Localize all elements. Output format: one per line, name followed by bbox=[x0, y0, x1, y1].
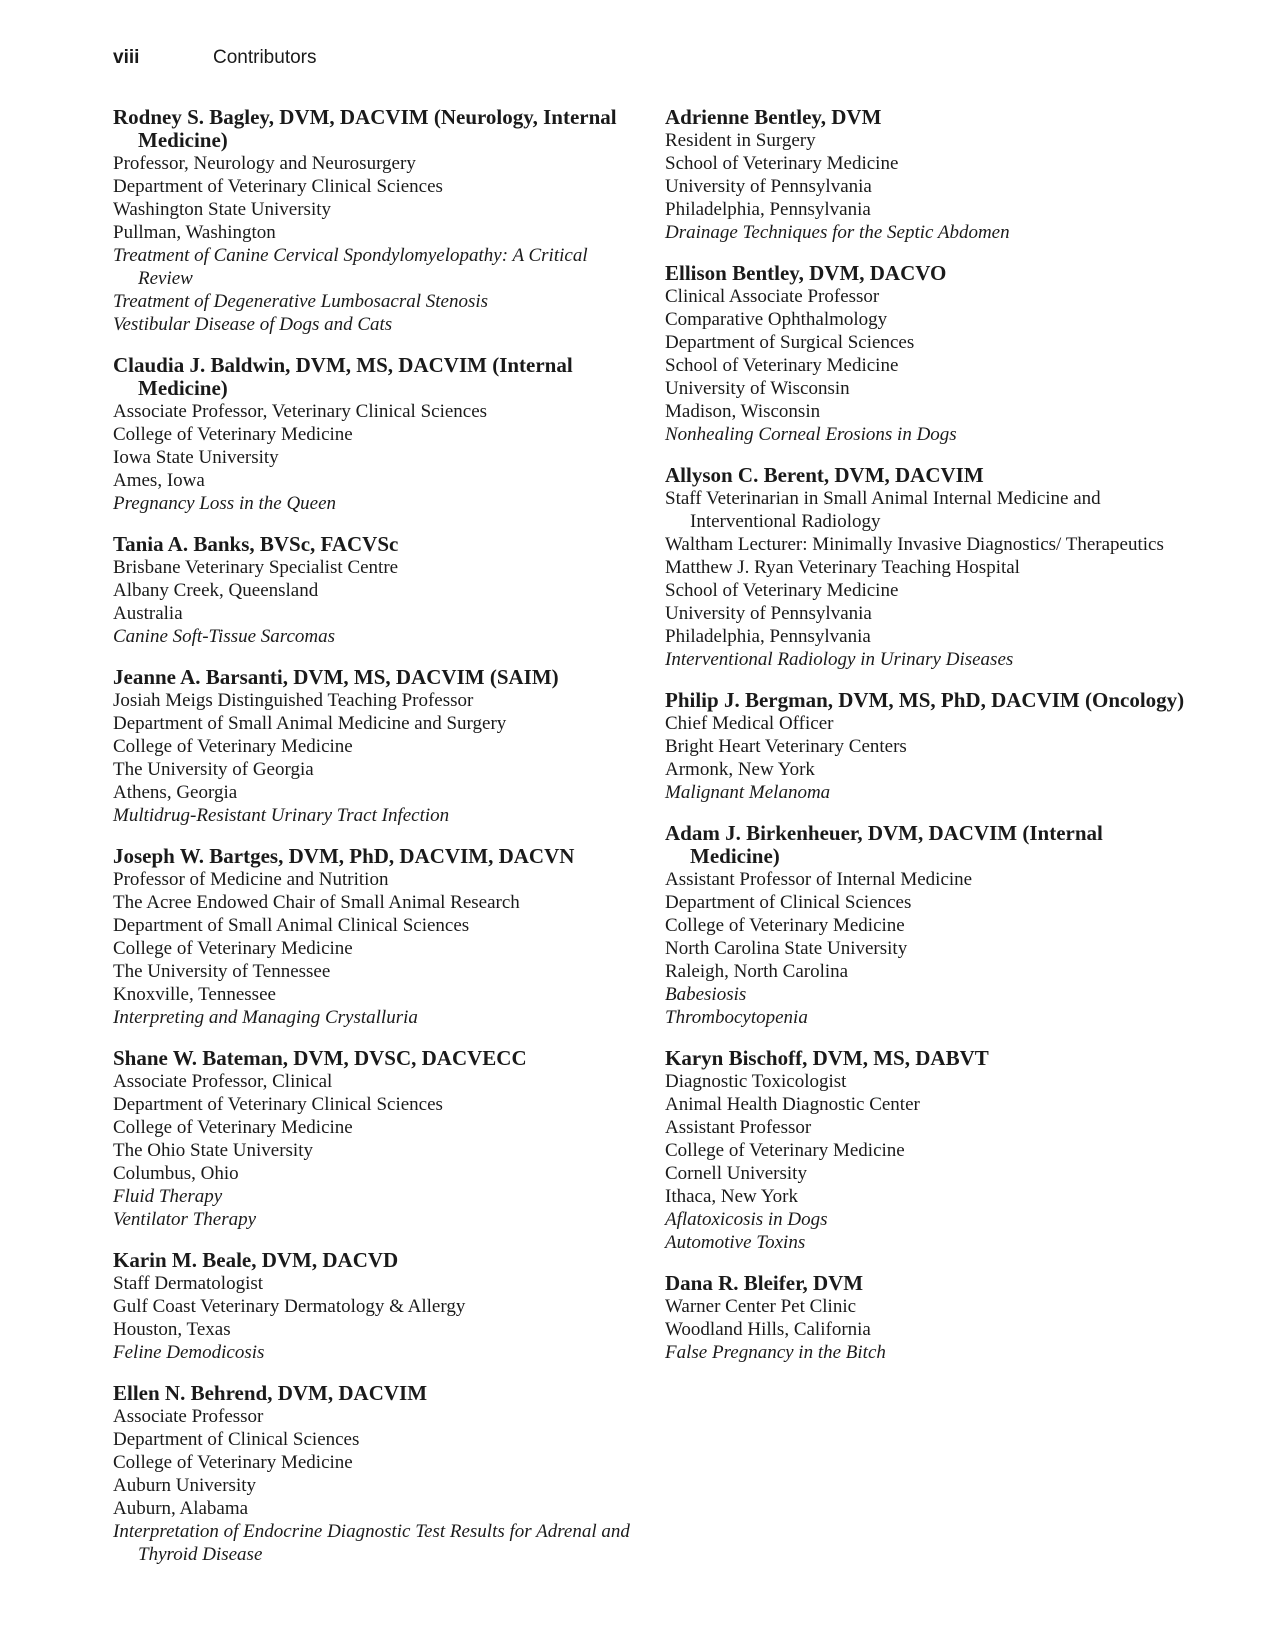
affiliation-line: Athens, Georgia bbox=[113, 782, 238, 803]
affiliation-line: The Acree Endowed Chair of Small Animal Research bbox=[113, 892, 520, 913]
chapter-title: Malignant Melanoma bbox=[665, 782, 831, 803]
affiliation-line: Ithaca, New York bbox=[665, 1186, 798, 1207]
right-column bbox=[665, 106, 1185, 1382]
affiliation-line: Woodland Hills, California bbox=[665, 1319, 871, 1340]
contributor-entry bbox=[665, 464, 1185, 671]
affiliation-line: College of Veterinary Medicine bbox=[113, 1452, 353, 1473]
contributor-entry bbox=[665, 1272, 1185, 1364]
affiliation-line: Josiah Meigs Distinguished Teaching Professor bbox=[113, 690, 474, 711]
affiliation-line: Waltham Lecturer: Minimally Invasive Diagnostics/ Therapeutics bbox=[665, 534, 1164, 555]
contributor-name: Rodney S. Bagley, DVM, DACVIM (Neurology, Internal Medicine) bbox=[113, 105, 617, 152]
affiliation-line: Armonk, New York bbox=[665, 759, 815, 780]
affiliation-line: School of Veterinary Medicine bbox=[665, 580, 899, 601]
chapter-title: Aflatoxicosis in Dogs bbox=[665, 1209, 828, 1230]
affiliation-line: College of Veterinary Medicine bbox=[113, 736, 353, 757]
affiliation-line: School of Veterinary Medicine bbox=[665, 153, 899, 174]
contributor-entry bbox=[113, 354, 633, 515]
contributor-name: Karin M. Beale, DVM, DACVD bbox=[113, 1248, 399, 1272]
affiliation-line: Associate Professor, Veterinary Clinical Sciences bbox=[113, 401, 488, 422]
contributor-entry bbox=[113, 845, 633, 1029]
affiliation-line: Gulf Coast Veterinary Dermatology & Allergy bbox=[113, 1296, 466, 1317]
affiliation-line: School of Veterinary Medicine bbox=[665, 355, 899, 376]
affiliation-line: Houston, Texas bbox=[113, 1319, 231, 1340]
affiliation-line: Department of Small Animal Clinical Sciences bbox=[113, 915, 470, 936]
chapter-title: Canine Soft-Tissue Sarcomas bbox=[113, 626, 336, 647]
affiliation-line: College of Veterinary Medicine bbox=[113, 1117, 353, 1138]
chapter-title: Automotive Toxins bbox=[665, 1232, 806, 1253]
affiliation-line: Associate Professor bbox=[113, 1406, 264, 1427]
affiliation-line: Auburn University bbox=[113, 1475, 257, 1496]
chapter-title: Interpretation of Endocrine Diagnostic Test Results for Adrenal and Thyroid Disease bbox=[113, 1521, 630, 1565]
affiliation-line: Department of Surgical Sciences bbox=[665, 332, 915, 353]
affiliation-line: Bright Heart Veterinary Centers bbox=[665, 736, 907, 757]
affiliation-line: Department of Veterinary Clinical Sciences bbox=[113, 1094, 443, 1115]
chapter-title: Vestibular Disease of Dogs and Cats bbox=[113, 314, 393, 335]
contributor-entry bbox=[665, 262, 1185, 446]
affiliation-line: University of Pennsylvania bbox=[665, 603, 872, 624]
contributor-name: Ellen N. Behrend, DVM, DACVIM bbox=[113, 1381, 428, 1405]
chapter-title: Pregnancy Loss in the Queen bbox=[113, 493, 337, 514]
contributor-name: Karyn Bischoff, DVM, MS, DABVT bbox=[665, 1046, 989, 1070]
chapter-title: Interventional Radiology in Urinary Diseases bbox=[665, 649, 1014, 670]
affiliation-line: Washington State University bbox=[113, 199, 331, 220]
chapter-title: Nonhealing Corneal Erosions in Dogs bbox=[665, 424, 957, 445]
affiliation-line: North Carolina State University bbox=[665, 938, 908, 959]
affiliation-line: College of Veterinary Medicine bbox=[665, 915, 905, 936]
section-title: Contributors bbox=[213, 47, 317, 68]
chapter-title: False Pregnancy in the Bitch bbox=[665, 1342, 886, 1363]
affiliation-line: Animal Health Diagnostic Center bbox=[665, 1094, 920, 1115]
contributor-name: Shane W. Bateman, DVM, DVSC, DACVECC bbox=[113, 1046, 527, 1070]
affiliation-line: Warner Center Pet Clinic bbox=[665, 1296, 857, 1317]
affiliation-line: Columbus, Ohio bbox=[113, 1163, 239, 1184]
affiliation-line: Department of Clinical Sciences bbox=[665, 892, 912, 913]
chapter-title: Treatment of Canine Cervical Spondylomyelopathy: A Critical Review bbox=[113, 245, 588, 289]
contributor-name: Philip J. Bergman, DVM, MS, PhD, DACVIM (Oncology) bbox=[665, 688, 1185, 712]
affiliation-line: Raleigh, North Carolina bbox=[665, 961, 849, 982]
contributor-entry bbox=[113, 1047, 633, 1231]
affiliation-line: The University of Georgia bbox=[113, 759, 314, 780]
contributor-entry bbox=[113, 106, 633, 336]
affiliation-line: Pullman, Washington bbox=[113, 222, 276, 243]
chapter-title: Interpreting and Managing Crystalluria bbox=[113, 1007, 418, 1028]
running-head bbox=[113, 43, 317, 73]
contributor-name: Jeanne A. Barsanti, DVM, MS, DACVIM (SAIM) bbox=[113, 665, 559, 689]
affiliation-line: Clinical Associate Professor bbox=[665, 286, 880, 307]
chapter-title: Thrombocytopenia bbox=[665, 1007, 808, 1028]
page-number: viii bbox=[113, 47, 140, 68]
contributor-entry bbox=[113, 533, 633, 648]
chapter-title: Treatment of Degenerative Lumbosacral Stenosis bbox=[113, 291, 489, 312]
affiliation-line: Philadelphia, Pennsylvania bbox=[665, 199, 871, 220]
chapter-title: Ventilator Therapy bbox=[113, 1209, 257, 1230]
affiliation-line: Department of Clinical Sciences bbox=[113, 1429, 360, 1450]
contributor-name: Adam J. Birkenheuer, DVM, DACVIM (Internal Medicine) bbox=[665, 821, 1103, 868]
contributor-entry bbox=[665, 1047, 1185, 1254]
contributor-entry bbox=[665, 822, 1185, 1029]
affiliation-line: Professor of Medicine and Nutrition bbox=[113, 869, 389, 890]
contributor-entry bbox=[113, 1382, 633, 1566]
contributor-name: Dana R. Bleifer, DVM bbox=[665, 1271, 864, 1295]
chapter-title: Fluid Therapy bbox=[113, 1186, 223, 1207]
contributor-name: Claudia J. Baldwin, DVM, MS, DACVIM (Internal Medicine) bbox=[113, 353, 573, 400]
affiliation-line: Staff Veterinarian in Small Animal Internal Medicine and Interventional Radiology bbox=[665, 488, 1101, 532]
affiliation-line: Ames, Iowa bbox=[113, 470, 205, 491]
affiliation-line: Iowa State University bbox=[113, 447, 279, 468]
affiliation-line: Cornell University bbox=[665, 1163, 807, 1184]
affiliation-line: College of Veterinary Medicine bbox=[665, 1140, 905, 1161]
affiliation-line: Department of Veterinary Clinical Sciences bbox=[113, 176, 443, 197]
affiliation-line: The Ohio State University bbox=[113, 1140, 313, 1161]
chapter-title: Babesiosis bbox=[665, 984, 747, 1005]
contributor-entry bbox=[665, 106, 1185, 244]
left-column bbox=[113, 106, 633, 1584]
contributor-entry bbox=[665, 689, 1185, 804]
affiliation-line: College of Veterinary Medicine bbox=[113, 938, 353, 959]
affiliation-line: Department of Small Animal Medicine and Surgery bbox=[113, 713, 507, 734]
affiliation-line: Philadelphia, Pennsylvania bbox=[665, 626, 871, 647]
chapter-title: Drainage Techniques for the Septic Abdomen bbox=[665, 222, 1010, 243]
contributor-name: Allyson C. Berent, DVM, DACVIM bbox=[665, 463, 984, 487]
affiliation-line: Knoxville, Tennessee bbox=[113, 984, 276, 1005]
affiliation-line: Brisbane Veterinary Specialist Centre bbox=[113, 557, 399, 578]
contributor-entry bbox=[113, 666, 633, 827]
affiliation-line: The University of Tennessee bbox=[113, 961, 331, 982]
affiliation-line: Comparative Ophthalmology bbox=[665, 309, 888, 330]
affiliation-line: Assistant Professor of Internal Medicine bbox=[665, 869, 973, 890]
contributor-name: Tania A. Banks, BVSc, FACVSc bbox=[113, 532, 399, 556]
affiliation-line: Chief Medical Officer bbox=[665, 713, 834, 734]
contributor-name: Joseph W. Bartges, DVM, PhD, DACVIM, DACVN bbox=[113, 844, 575, 868]
contributor-name: Adrienne Bentley, DVM bbox=[665, 105, 882, 129]
affiliation-line: Matthew J. Ryan Veterinary Teaching Hospital bbox=[665, 557, 1020, 578]
affiliation-line: University of Pennsylvania bbox=[665, 176, 872, 197]
contributor-entry bbox=[113, 1249, 633, 1364]
affiliation-line: Australia bbox=[113, 603, 183, 624]
affiliation-line: Auburn, Alabama bbox=[113, 1498, 249, 1519]
affiliation-line: Madison, Wisconsin bbox=[665, 401, 821, 422]
contributor-name: Ellison Bentley, DVM, DACVO bbox=[665, 261, 947, 285]
affiliation-line: Staff Dermatologist bbox=[113, 1273, 264, 1294]
affiliation-line: Diagnostic Toxicologist bbox=[665, 1071, 847, 1092]
affiliation-line: Assistant Professor bbox=[665, 1117, 812, 1138]
affiliation-line: Resident in Surgery bbox=[665, 130, 816, 151]
affiliation-line: Professor, Neurology and Neurosurgery bbox=[113, 153, 416, 174]
chapter-title: Multidrug-Resistant Urinary Tract Infection bbox=[113, 805, 450, 826]
affiliation-line: Albany Creek, Queensland bbox=[113, 580, 319, 601]
affiliation-line: Associate Professor, Clinical bbox=[113, 1071, 333, 1092]
affiliation-line: College of Veterinary Medicine bbox=[113, 424, 353, 445]
affiliation-line: University of Wisconsin bbox=[665, 378, 850, 399]
chapter-title: Feline Demodicosis bbox=[113, 1342, 265, 1363]
